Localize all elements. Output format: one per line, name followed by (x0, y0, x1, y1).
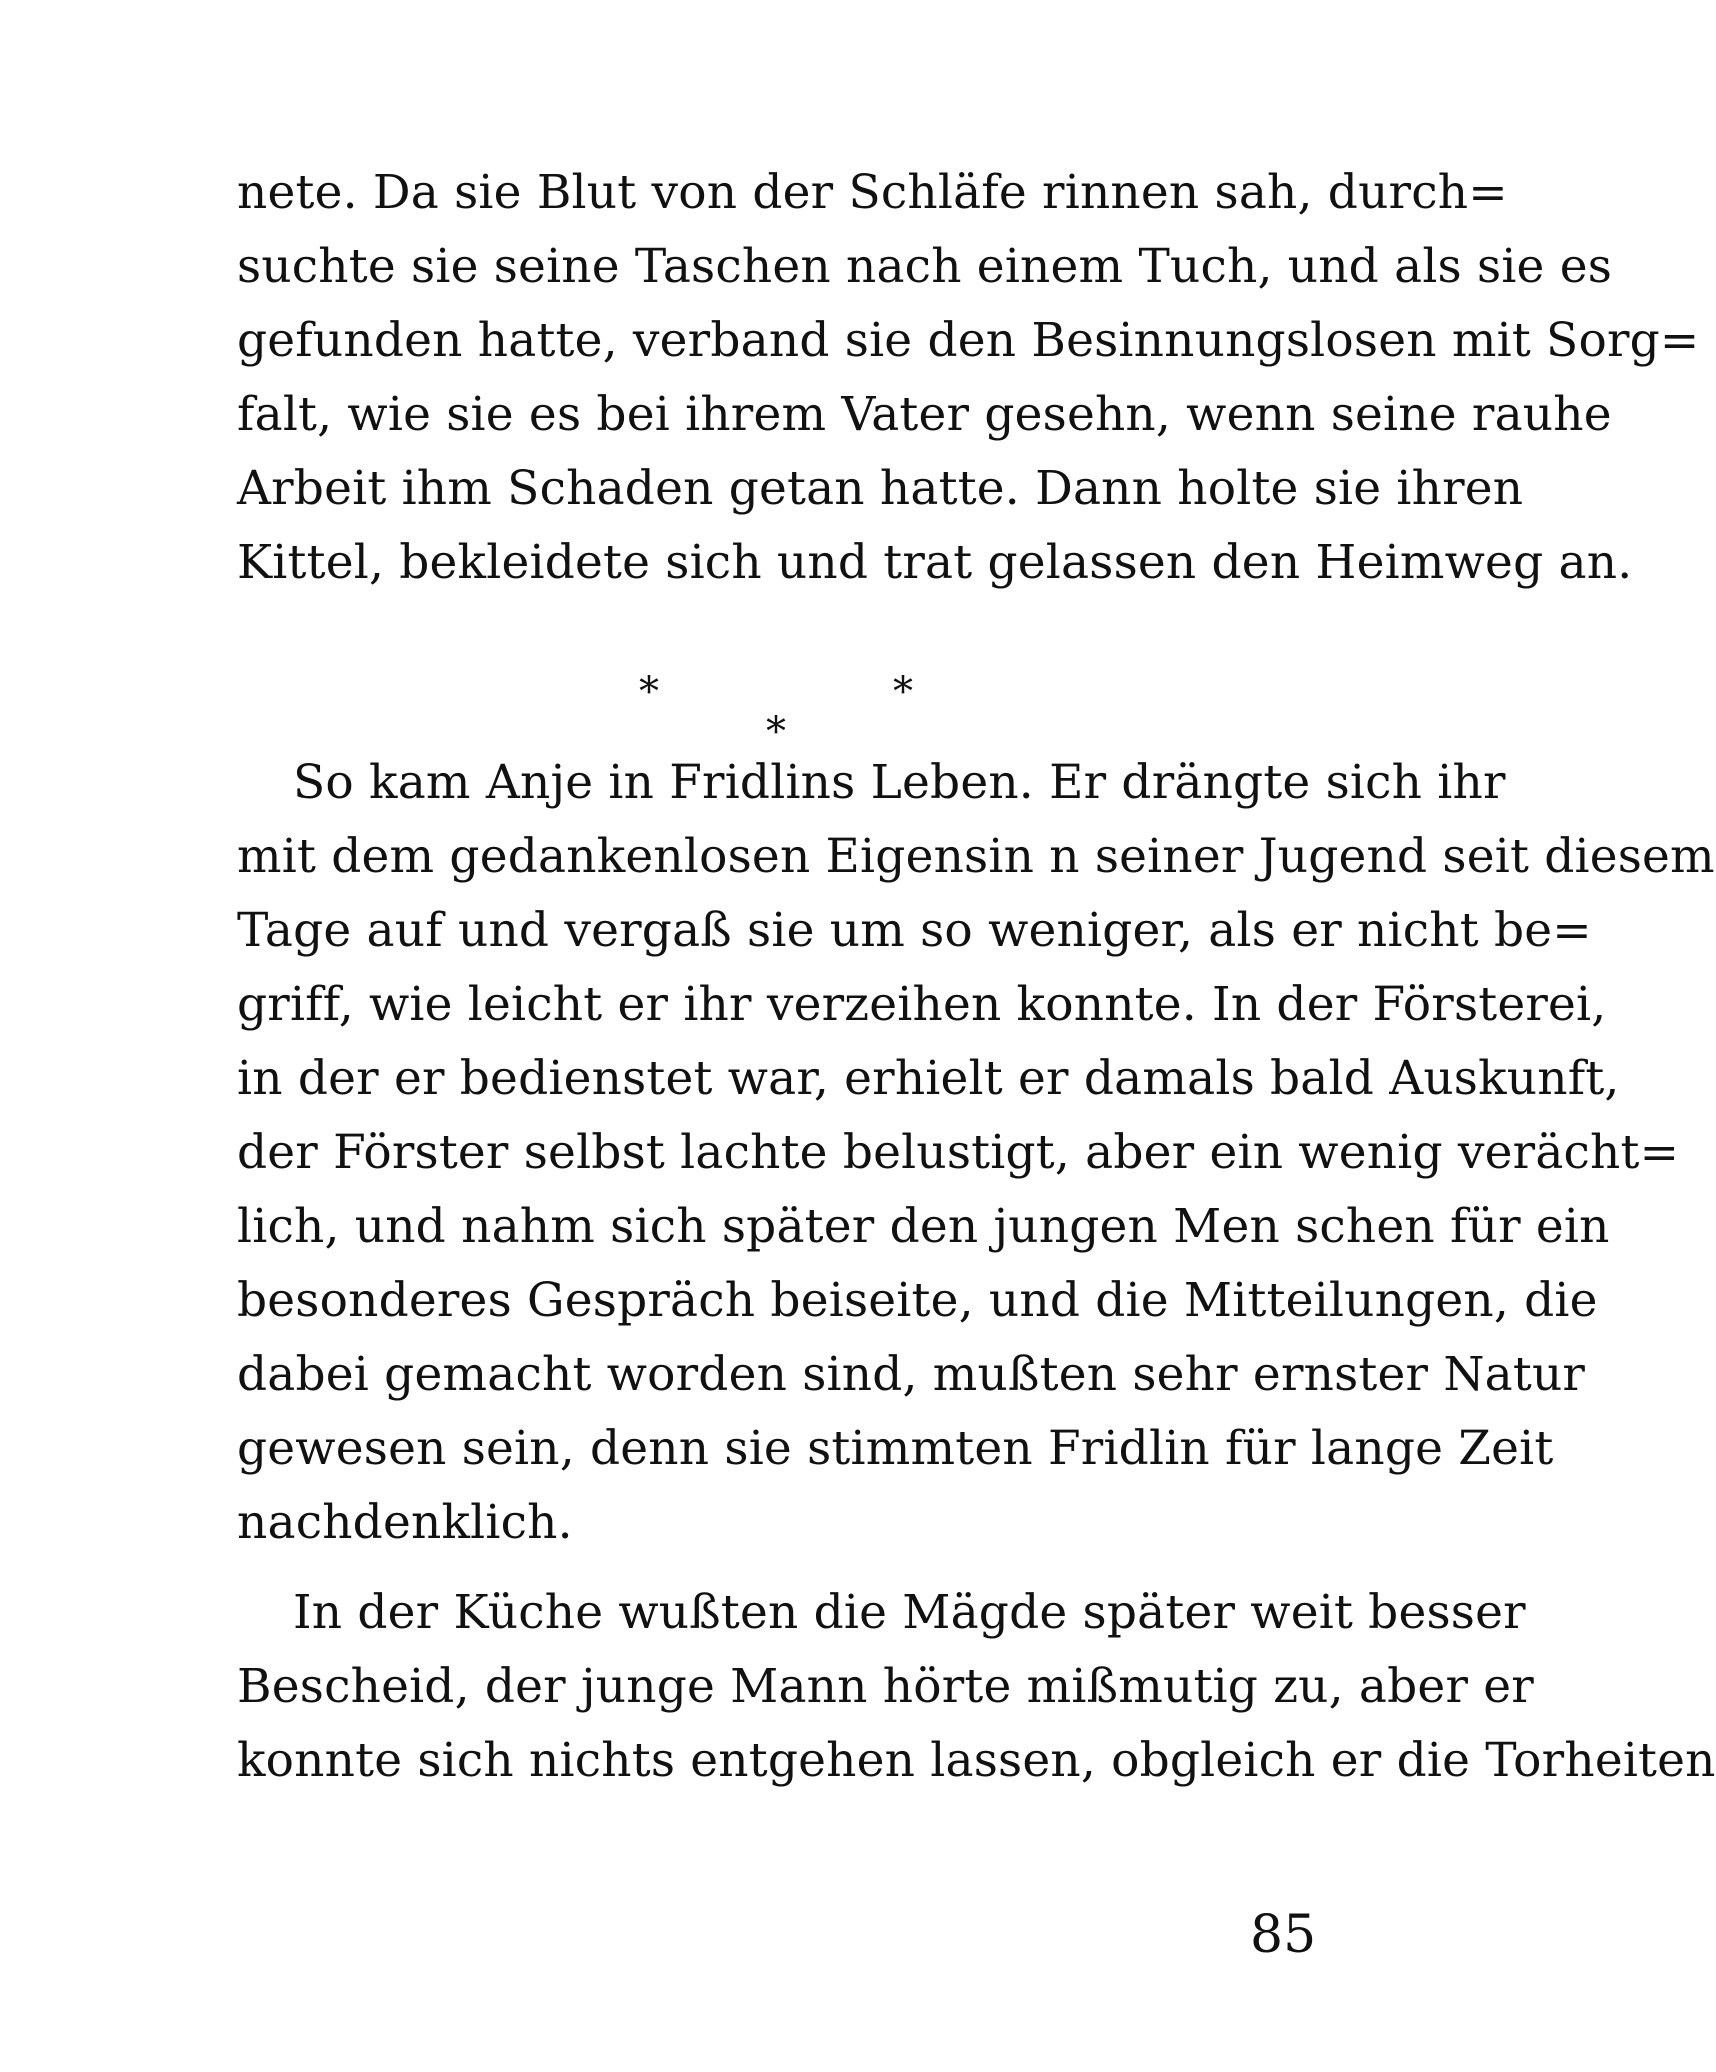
text-line: Arbeit ihm Schaden getan hatte. Dann holte sie ihren (237, 461, 1524, 516)
text-line: gefunden hatte, verband sie den Besinnungslosen mit Sorg= (237, 313, 1700, 368)
text-line: konnte sich nichts entgehen lassen, obgleich er die Torheiten (237, 1733, 1716, 1788)
text-line: Kittel, bekleidete sich und trat gelassen den Heimweg an. (237, 535, 1633, 590)
text-line: Tage auf und vergaß sie um so weniger, als er nicht be= (237, 903, 1592, 958)
text-line: nete. Da sie Blut von der Schläfe rinnen sah, durch= (237, 165, 1508, 220)
text-line: in der er bedienstet war, erhielt er damals bald Auskunft, (237, 1051, 1620, 1106)
text-line: lich, und nahm sich später den jungen Men schen für ein (237, 1199, 1610, 1254)
asterisk: * (639, 669, 659, 715)
text-line: dabei gemacht worden sind, mußten sehr ernster Natur (237, 1347, 1586, 1402)
text-line: So kam Anje in Fridlins Leben. Er drängte sich ihr (293, 755, 1506, 810)
text-line: gewesen sein, denn sie stimmten Fridlin für lange Zeit (237, 1421, 1554, 1476)
asterisk: * (893, 669, 913, 715)
text-line: besonderes Gespräch beiseite, und die Mitteilungen, die (237, 1273, 1598, 1328)
text-line: falt, wie sie es bei ihrem Vater gesehn, wenn seine rauhe (237, 387, 1612, 442)
text-line: griff, wie leicht er ihr verzeihen konnte. In der Försterei, (237, 977, 1607, 1032)
text-line: In der Küche wußten die Mägde später weit besser (293, 1585, 1526, 1640)
text-line: der Förster selbst lachte belustigt, aber ein wenig verächt= (237, 1125, 1680, 1180)
page-number: 85 (1250, 1905, 1317, 1965)
text-line: Bescheid, der junge Mann hörte mißmutig zu, aber er (237, 1659, 1534, 1714)
text-line: nachdenklich. (237, 1495, 573, 1550)
text-line: suchte sie seine Taschen nach einem Tuch, und als sie es (237, 239, 1613, 294)
text-line: mit dem gedankenlosen Eigensin n seiner Jugend seit diesem (237, 829, 1715, 884)
asterisk: * (766, 709, 786, 755)
